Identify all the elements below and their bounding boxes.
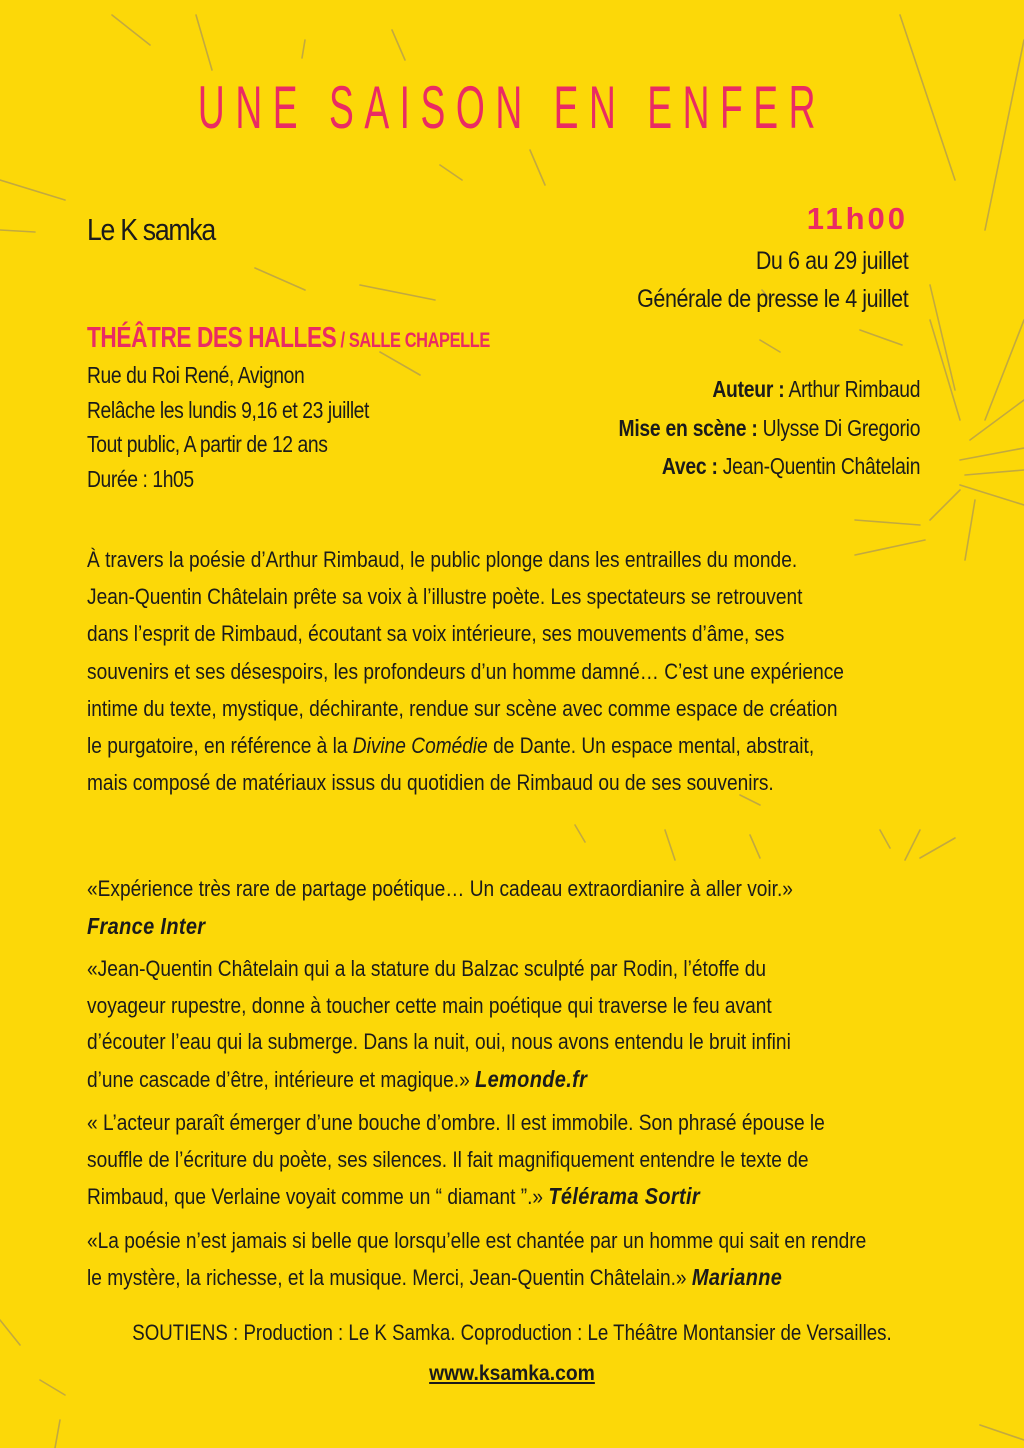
quote-line (87, 1178, 937, 1216)
website-link[interactable]: www.ksamka.com (429, 1362, 595, 1385)
synopsis (87, 541, 937, 801)
room-name: / SALLE CHAPELLE (336, 329, 490, 352)
quote-line: d’écouter l’eau qui la submerge. Dans la nuit, oui, nous avons entendu le bruit infini (87, 1029, 791, 1054)
quote-line: souffle de l’écriture du poète, ses silences. Il fait magnifiquement entendre le texte de (87, 1146, 809, 1172)
synopsis-text: le purgatoire, en référence à la (87, 733, 353, 759)
credit-value: Ulysse Di Gregorio (757, 414, 920, 441)
press-quote (87, 951, 937, 1098)
quote-text: d’une cascade d’être, intérieure et magique.» (87, 1066, 476, 1092)
show-title: UNE SAISON EN ENFER (197, 74, 827, 141)
credits (618, 370, 920, 486)
press-quote (87, 871, 937, 944)
quote-line: «La poésie n’est jamais si belle que lorsqu’elle est chantée par un homme qui sait en rendre (87, 1227, 867, 1253)
synopsis-line: intime du texte, mystique, déchirante, rendue sur scène avec comme espace de création (87, 695, 838, 721)
quote-text: le mystère, la richesse, et la musique. Merci, Jean-Quentin Châtelain.» (87, 1265, 692, 1290)
quote-line: voyageur rupestre, donne à toucher cette main poétique qui traverse le feu avant (87, 992, 772, 1018)
synopsis-line: dans l’esprit de Rimbaud, écoutant sa voix intérieure, ses mouvements d’âme, ses (87, 621, 785, 647)
venue-name (87, 322, 490, 355)
quote-source: Lemonde.fr (475, 1065, 588, 1092)
venue-info (87, 358, 369, 496)
credit-cast (618, 447, 920, 486)
credit-value: Arthur Rimbaud (784, 376, 920, 402)
synopsis-line: Jean-Quentin Châtelain prête sa voix à l’illustre poète. Les spectateurs se retrouvent (87, 584, 803, 610)
website-link-row (41, 1362, 983, 1386)
show-time: 11h00 (806, 201, 908, 236)
quote-line: «Jean-Quentin Châtelain qui a la stature du Balzac sculpté par Rodin, l’étoffe du (87, 956, 767, 981)
synopsis-line: À travers la poésie d’Arthur Rimbaud, le public plonge dans les entrailles du monde. (87, 547, 798, 572)
audience: Tout public, A partir de 12 ans (87, 431, 328, 457)
credit-director (618, 409, 920, 448)
venue-address: Rue du Roi René, Avignon (87, 362, 305, 388)
quote-source: Marianne (691, 1264, 783, 1290)
quote-source: Télérama Sortir (548, 1183, 701, 1209)
duration: Durée : 1h05 (87, 465, 194, 492)
press-preview-date: Générale de presse le 4 juillet (636, 285, 908, 313)
credit-value: Jean-Quentin Châtelain (717, 453, 920, 479)
credit-label: Avec : (661, 453, 718, 479)
rest-days: Relâche les lundis 9,16 et 23 juillet (87, 396, 369, 423)
press-quote (87, 1223, 937, 1297)
synopsis-line: mais composé de matériaux issus du quotidien de Rimbaud ou de ses souvenirs. (87, 770, 774, 796)
press-quote (87, 1105, 937, 1216)
credit-author (618, 370, 920, 409)
quote-line (87, 1061, 937, 1099)
quote-line: «Expérience très rare de partage poétique… Un cadeau extraordianire à aller voir.» (87, 876, 793, 901)
synopsis-line: souvenirs et ses désespoirs, les profondeurs d’un homme damné… C’est une expérience (87, 658, 844, 684)
theatre-name: THÉÂTRE DES HALLES (87, 322, 337, 354)
synopsis-line (87, 727, 937, 764)
quote-text: Rimbaud, que Verlaine voyait comme un “ diamant ”.» (87, 1184, 549, 1209)
synopsis-text: de Dante. Un espace mental, abstrait, (487, 733, 815, 759)
supports-line: SOUTIENS : Production : Le K Samka. Coproduction : Le Théâtre Montansier de Versailles. (132, 1320, 892, 1345)
quote-line (87, 1259, 937, 1297)
work-title: Divine Comédie (352, 733, 488, 759)
show-dates (637, 242, 908, 318)
quote-source: France Inter (87, 912, 206, 939)
credit-label: Auteur : (712, 376, 785, 402)
quote-line: « L’acteur paraît émerger d’une bouche d’ombre. Il est immobile. Son phrasé épouse le (87, 1110, 825, 1135)
company-name: Le K samka (87, 212, 215, 247)
press-quotes (87, 871, 937, 1304)
credit-label: Mise en scène : (618, 414, 758, 441)
date-range: Du 6 au 29 juillet (755, 247, 908, 275)
